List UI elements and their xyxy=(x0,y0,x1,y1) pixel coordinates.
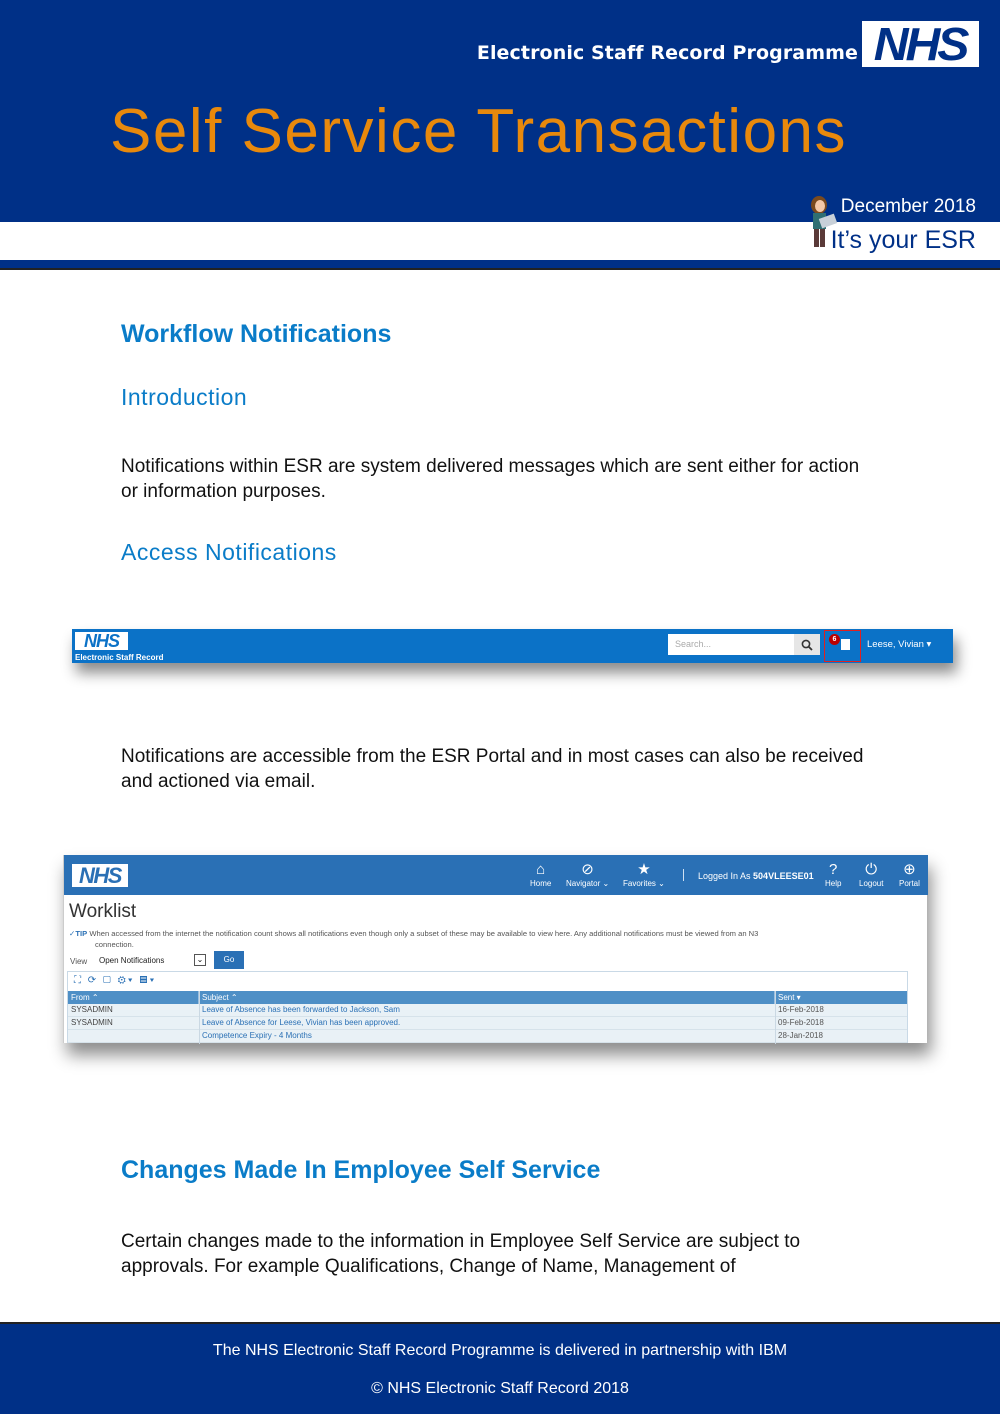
chevron-down-icon[interactable]: ⌄ xyxy=(194,954,206,966)
worklist-top-bar xyxy=(64,855,928,895)
column-divider xyxy=(775,991,776,1044)
nhs-logo: NHS xyxy=(862,21,979,67)
navigator-icon: ⊘ xyxy=(581,861,594,878)
logout-icon: ⏻ xyxy=(865,861,878,878)
portal-icon: ⊕ xyxy=(903,861,916,878)
search-input[interactable]: Search... xyxy=(668,634,794,655)
view-label: View xyxy=(70,957,88,966)
view-select[interactable]: Open Notifications xyxy=(99,956,165,965)
go-button[interactable]: Go xyxy=(214,951,244,969)
programme-name: Electronic Staff Record Programme xyxy=(476,42,858,64)
nav-navigator[interactable]: ⊘ Navigator ⌄ xyxy=(566,861,610,888)
tagline: It’s your ESR xyxy=(830,226,976,254)
table-row[interactable]: SYSADMIN Leave of Absence has been forwarded to Jackson, Sam 16-Feb-2018 xyxy=(68,1004,907,1017)
footer-partnership: The NHS Electronic Staff Record Programme is delivered in partnership with IBM xyxy=(212,1342,788,1359)
notification-link[interactable]: Leave of Absence for Leese, Vivian has been approved. xyxy=(202,1018,401,1027)
header-divider xyxy=(0,260,1000,270)
nav-help[interactable]: ? Help xyxy=(825,861,842,888)
table-row[interactable]: Competence Expiry - 4 Months 28-Jan-2018 xyxy=(68,1030,907,1043)
nav-separator xyxy=(683,869,684,881)
heading-workflow-notifications: Workflow Notifications xyxy=(121,320,392,348)
column-divider xyxy=(199,991,200,1044)
table-toolbar-icons[interactable]: ⛶ ⟳ ▢ ⚙▾ ▤▾ xyxy=(74,975,157,986)
help-icon: ? xyxy=(829,861,838,878)
nav-logout[interactable]: ⏻ Logout xyxy=(859,861,884,888)
document-footer xyxy=(0,1322,1000,1414)
notification-count-badge: 6 xyxy=(829,634,840,645)
changes-paragraph: Certain changes made to the information in Employee Self Service are subject to approvals. For example Qualifications, Change of Name, Management of xyxy=(121,1231,801,1277)
notifications-table xyxy=(67,971,908,1043)
document-date: December 2018 xyxy=(840,196,976,217)
tip-check-icon: ✓ xyxy=(69,929,76,938)
column-header-subject[interactable]: Subject ⌃ xyxy=(199,991,775,1004)
heading-access-notifications: Access Notifications xyxy=(121,539,337,565)
portal-subtitle: Electronic Staff Record xyxy=(75,653,164,662)
document-header xyxy=(0,0,1000,222)
favorites-icon: ★ xyxy=(637,861,651,878)
search-icon xyxy=(801,639,813,651)
home-icon: ⌂ xyxy=(536,861,546,878)
nav-portal[interactable]: ⊕ Portal xyxy=(899,861,920,888)
nav-favorites[interactable]: ★ Favorites ⌄ xyxy=(623,861,665,888)
portal-header-screenshot xyxy=(72,629,953,663)
worklist-title: Worklist xyxy=(69,901,137,922)
heading-changes-ess: Changes Made In Employee Self Service xyxy=(121,1156,601,1184)
worklist-screenshot xyxy=(63,855,927,1043)
nav-home[interactable]: ⌂ Home xyxy=(530,861,552,888)
table-row[interactable]: SYSADMIN Leave of Absence for Leese, Vivian has been approved. 09-Feb-2018 xyxy=(68,1017,907,1030)
search-button[interactable] xyxy=(794,634,820,655)
logged-in-as: Logged In As 504VLEESE01 xyxy=(698,871,814,881)
user-menu[interactable]: Leese, Vivian ▾ xyxy=(867,639,932,650)
intro-paragraph: Notifications within ESR are system delivered messages which are sent either for action or information purposes. xyxy=(121,456,860,502)
column-header-sent[interactable]: Sent ▾ xyxy=(775,991,907,1004)
notification-link[interactable]: Leave of Absence has been forwarded to Jackson, Sam xyxy=(202,1005,400,1014)
avatar-icon xyxy=(806,196,838,250)
access-paragraph: Notifications are accessible from the ESR Portal and in most cases can also be received and actioned via email. xyxy=(121,746,864,792)
footer-copyright: © NHS Electronic Staff Record 2018 xyxy=(371,1380,629,1397)
notifications-button[interactable] xyxy=(824,630,861,662)
notification-link[interactable]: Competence Expiry - 4 Months xyxy=(202,1031,312,1040)
notification-document-icon xyxy=(841,639,850,650)
nhs-logo: NHS xyxy=(72,864,128,887)
heading-introduction: Introduction xyxy=(121,384,248,410)
column-header-from[interactable]: From ⌃ xyxy=(68,991,199,1004)
document-title: Self Service Transactions xyxy=(110,97,848,166)
worklist-tip: ✓TIP When accessed from the internet the notification count shows all notifications even though only a subset of these may be available to view here. Any additional notifications must be viewed from an N3 connection. xyxy=(69,929,759,949)
nhs-logo: NHS xyxy=(75,632,128,650)
